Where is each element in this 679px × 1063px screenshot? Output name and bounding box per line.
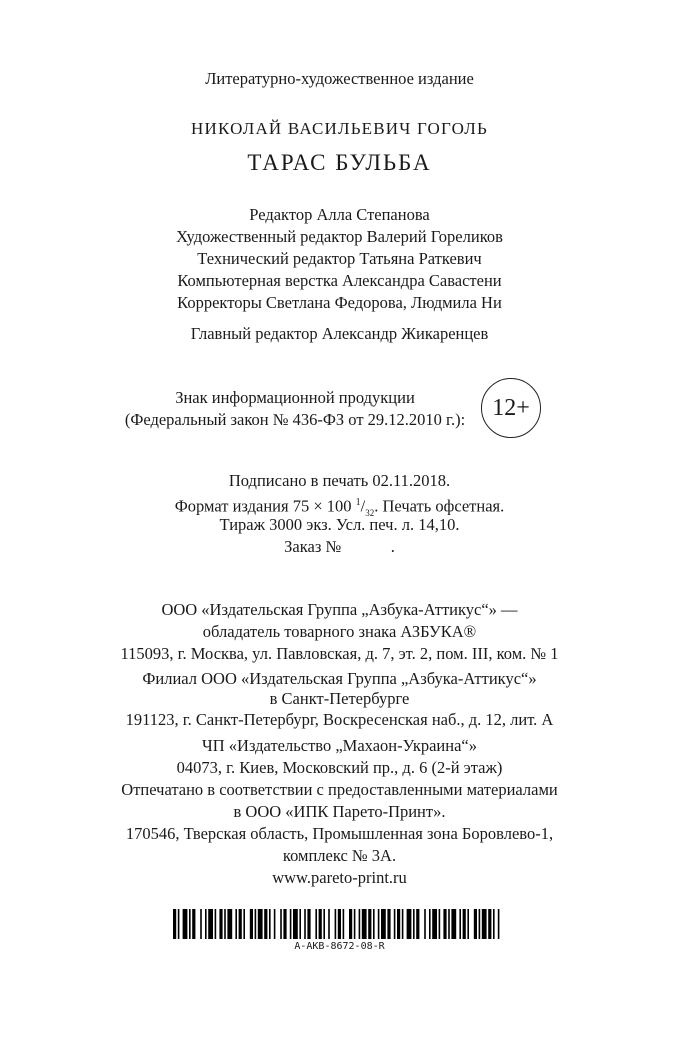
barcode-bar [183,909,188,939]
barcode-bar [219,909,222,939]
barcode-bar [283,909,286,939]
print-run: Тираж 3000 экз. Усл. печ. л. 14,10. [219,515,460,534]
branch-line: в Санкт-Петербурге [269,689,410,708]
publisher-line: ООО «Издательская Группа „Азбука-Аттикус“» — [161,600,518,619]
format-line: Формат издания 75 × 100 $^1/_{32}$. Печать офсетная. [174,496,505,518]
book-title: ТАРАС БУЛЬБА [247,150,432,175]
barcode-bar [359,909,361,939]
barcode-bar [451,909,456,939]
barcode-bar [362,909,367,939]
barcode-bar [307,909,310,939]
publisher-line: обладатель товарного знака АЗБУКА® [202,622,477,641]
barcode-bar [429,909,431,939]
barcode-bar [255,909,257,939]
barcode-bar [498,909,500,939]
barcode-bar [235,909,237,939]
barcode-bar [343,909,345,939]
barcode-bar [349,909,352,939]
barcode-bar [293,909,298,939]
barcode-bar [280,909,282,939]
barcode-bar [315,909,317,939]
chief-editor: Главный редактор Александр Жикаренцев [190,324,489,343]
barcode-bar [448,909,450,939]
credit-line: Художественный редактор Валерий Гореликов [176,227,503,246]
barcode-bar [178,909,180,939]
barcode-bar [387,909,390,939]
barcode-bar [274,909,276,939]
barcode-bar [328,909,330,939]
barcode-bar [335,909,337,939]
barcode-bar [208,909,213,939]
barcode-bar [224,909,226,939]
branch-address: 191123, г. Санкт-Петербург, Воскресенская наб., д. 12, лит. А [125,710,554,729]
barcode-bar [488,909,491,939]
printer-website: www.pareto-print.ru [272,868,407,887]
publisher-address: 115093, г. Москва, ул. Павловская, д. 7, эт. 2, пом. III, ком. № 1 [120,644,559,663]
barcode-bar [192,909,195,939]
barcode-bar [378,909,380,939]
printer-line: Отпечатано в соответствии с предоставленными материалами [121,780,558,799]
barcode-bar [243,909,245,939]
barcode-bar [250,909,253,939]
printer-address: комплекс № 3А. [282,846,397,865]
barcode-bar [269,909,271,939]
barcode-bar [304,909,306,939]
printer-line: в ООО «ИПК Парето-Принт». [233,802,446,821]
barcode-bar [407,909,412,939]
barcode-bar [493,909,495,939]
branch-line: Филиал ООО «Издательская Группа „Азбука-Аттикус“» [142,669,537,688]
barcode-bar [402,909,404,939]
barcode-label: A-AKB-8672-08-R [294,941,385,952]
barcode [173,909,500,939]
barcode-bar [227,909,232,939]
barcode-bar [173,909,176,939]
barcode-bar [463,909,466,939]
ukraine-address: 04073, г. Киев, Московский пр., д. 6 (2-й этаж) [176,758,503,777]
edition-type: Литературно-художественное издание [205,69,474,88]
barcode-bar [439,909,441,939]
barcode-bar [239,909,242,939]
barcode-bar [258,909,263,939]
barcode-bar [424,909,426,939]
signed-date: Подписано в печать 02.11.2018. [228,471,451,490]
ukraine-line: ЧП «Издательство „Махаон-Украина“» [202,736,477,755]
barcode-bar [338,909,341,939]
age-rating: 12+ [492,394,530,421]
barcode-bar [205,909,207,939]
barcode-bar [482,909,487,939]
author-name: НИКОЛАЙ ВАСИЛЬЕВИЧ ГОГОЛЬ [191,119,488,138]
barcode-bar [432,909,437,939]
order-number: Заказ № . [284,537,395,556]
barcode-bar [299,909,301,939]
barcode-bar [479,909,481,939]
barcode-bar [397,909,400,939]
barcode-bar [467,909,469,939]
info-sign-law: (Федеральный закон № 436-ФЗ от 29.12.2010 г.): [124,410,466,429]
barcode-bar [416,909,419,939]
age-rating-badge [481,378,541,438]
barcode-bar [354,909,356,939]
barcode-bar [413,909,415,939]
barcode-bar [323,909,325,939]
barcode-bar [373,909,375,939]
barcode-bar [381,909,386,939]
credit-line: Компьютерная верстка Александра Савастени [177,271,502,290]
barcode-bar [443,909,446,939]
barcode-bar [215,909,217,939]
printer-address: 170546, Тверская область, Промышленная зона Боровлево-1, [125,824,554,843]
credit-line: Технический редактор Татьяна Раткевич [197,249,482,268]
barcode-bar [394,909,396,939]
barcode-bar [319,909,322,939]
barcode-bar [290,909,292,939]
info-sign-line: Знак информационной продукции [175,388,415,407]
barcode-bar [189,909,191,939]
barcode-bar [459,909,461,939]
credit-line: Редактор Алла Степанова [249,205,430,224]
barcode-bar [264,909,267,939]
credit-line: Корректоры Светлана Федорова, Людмила Ни [177,293,502,312]
barcode-bar [200,909,202,939]
barcode-bar [474,909,477,939]
barcode-bar [368,909,371,939]
